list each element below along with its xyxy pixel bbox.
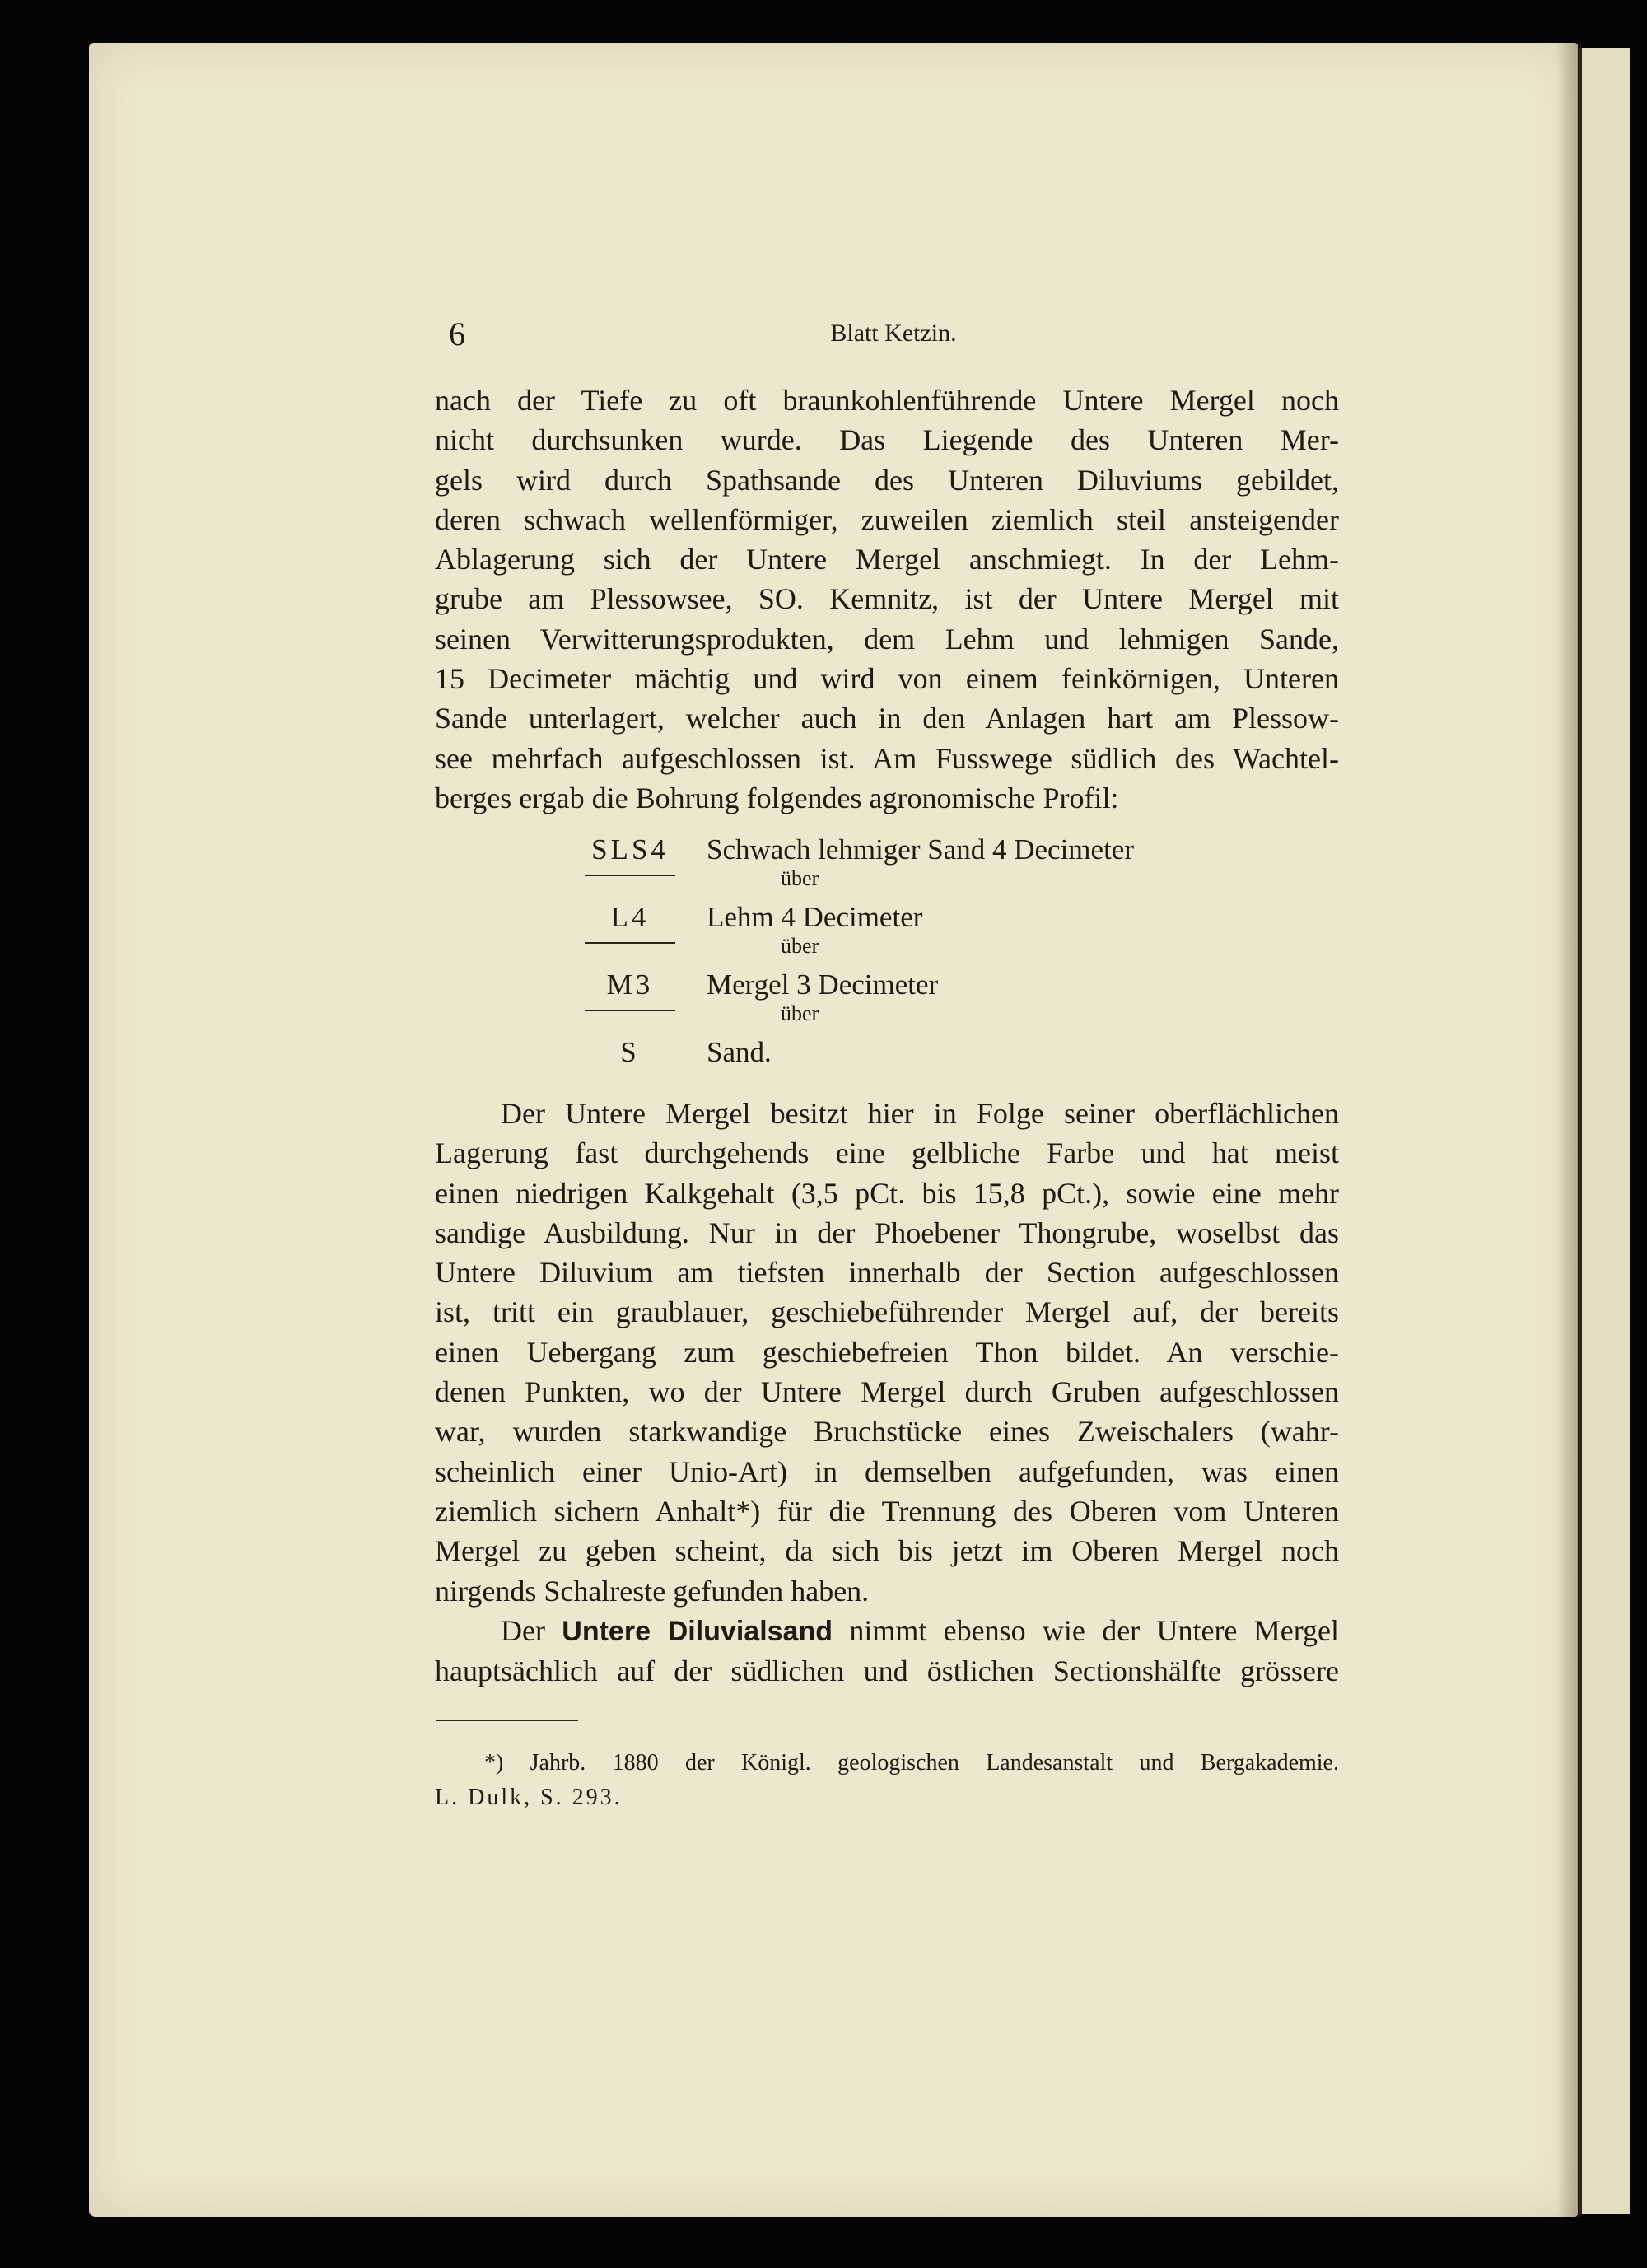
text-line: Untere Diluvium am tiefsten innerhalb der Section aufgeschlossen: [435, 1256, 1339, 1290]
text-line: berges ergab die Bohrung folgendes agronomische Profil:: [435, 781, 1119, 814]
text-line: einen Uebergang zum geschiebefreien Thon bildet. An verschie-: [435, 1335, 1339, 1369]
paragraph-1: [435, 380, 1339, 818]
profile-separator: [576, 868, 1235, 901]
text-line: war, wurden starkwandige Bruchstücke eines Zweischalers (wahr-: [435, 1415, 1339, 1449]
text-line: nirgends Schalreste gefunden haben.: [435, 1574, 870, 1608]
profile-row: [576, 1036, 1235, 1071]
footnote-rule: [436, 1720, 578, 1721]
gutter-shadow: [1556, 43, 1581, 2217]
profile-code: SLS4: [591, 833, 669, 866]
text-line: grube am Plessowsee, SO. Kemnitz, ist der Untere Mergel mit: [435, 582, 1339, 616]
text-line: Sande unterlagert, welcher auch in den Anlagen hart am Plessow-: [435, 702, 1339, 735]
text-line: Mergel zu geben scheint, da sich bis jetzt im Oberen Mergel noch: [435, 1534, 1339, 1568]
text-line: Lagerung fast durchgehends eine gelbliche Farbe und hat meist: [435, 1136, 1339, 1170]
text-line: hauptsächlich auf der südlichen und östlichen Sectionshälfte grössere: [435, 1654, 1339, 1688]
profile-description: Lehm 4 Decimeter: [707, 901, 923, 933]
text-line: sandige Ausbildung. Nur in der Phoebener Thongrube, woselbst das: [435, 1216, 1339, 1249]
profile-description: Sand.: [707, 1036, 772, 1068]
separator-rule: [585, 1010, 675, 1011]
text-line: 15 Decimeter mächtig und wird von einem feinkörnigen, Unteren: [435, 662, 1339, 696]
text-line: deren schwach wellenförmiger, zuweilen ziemlich steil ansteigender: [435, 502, 1339, 536]
page-header: [449, 315, 1338, 364]
text-line: Der Untere Mergel besitzt hier in Folge seiner oberflächlichen: [501, 1097, 1339, 1130]
separator-label: über: [781, 1001, 819, 1025]
paragraph-3-lead: Der: [501, 1613, 545, 1647]
profile-code: M3: [606, 968, 654, 1001]
profile-row: [576, 901, 1235, 936]
text-line: ziemlich sichern Anhalt*) für die Trennung des Oberen vom Unteren: [435, 1494, 1339, 1528]
profile-code: L4: [610, 901, 650, 933]
text-line: seinen Verwitterungsprodukten, dem Lehm und lehmigen Sande,: [435, 622, 1339, 656]
agronomic-profile: [576, 833, 1235, 1071]
text-line: see mehrfach aufgeschlossen ist. Am Fusswege südlich des Wachtel-: [435, 741, 1339, 775]
separator-rule: [585, 942, 675, 944]
text-line: scheinlich einer Unio-Art) in demselben aufgefunden, was einen: [435, 1454, 1339, 1488]
term-untere-diluvialsand: Untere Diluvialsand: [562, 1615, 833, 1647]
text-line: denen Punkten, wo der Untere Mergel durch Gruben aufgeschlossen: [435, 1375, 1339, 1409]
profile-code: S: [620, 1036, 640, 1068]
separator-rule: [585, 875, 675, 876]
text-line: Ablagerung sich der Untere Mergel anschmiegt. In der Lehm-: [435, 543, 1339, 576]
paragraph-3-line-1: [435, 1611, 1339, 1651]
profile-separator: [576, 936, 1235, 968]
profile-row: [576, 833, 1235, 868]
profile-row: [576, 968, 1235, 1003]
separator-label: über: [781, 934, 819, 958]
profile-description: Schwach lehmiger Sand 4 Decimeter: [707, 833, 1134, 866]
profile-separator: [576, 1003, 1235, 1036]
next-page-edge: [1579, 48, 1630, 2214]
footnote: [435, 1746, 1339, 1815]
profile-description: Mergel 3 Decimeter: [707, 968, 939, 1001]
footnote-line: L. Dulk, S. 293.: [435, 1785, 623, 1810]
text-line: nicht durchsunken wurde. Das Liegende des Unteren Mer-: [435, 423, 1339, 457]
text-line: ist, tritt ein graublauer, geschiebeführender Mergel auf, der bereits: [435, 1295, 1339, 1329]
text-line: nach der Tiefe zu oft braunkohlenführende Untere Mergel noch: [435, 384, 1339, 417]
paragraph-3-rest: nimmt ebenso wie der Untere Mergel: [849, 1613, 1340, 1647]
footnote-line: *) Jahrb. 1880 der Königl. geologischen Landesanstalt und Bergakademie.: [484, 1750, 1339, 1776]
text-line: gels wird durch Spathsande des Unteren Diluviums gebildet,: [435, 463, 1339, 497]
text-line: einen niedrigen Kalkgehalt (3,5 pCt. bis 15,8 pCt.), sowie eine mehr: [435, 1176, 1339, 1210]
separator-label: über: [781, 866, 819, 890]
running-title: Blatt Ketzin.: [830, 320, 957, 347]
paragraph-2: [435, 1094, 1339, 1691]
page-number: 6: [449, 315, 465, 352]
